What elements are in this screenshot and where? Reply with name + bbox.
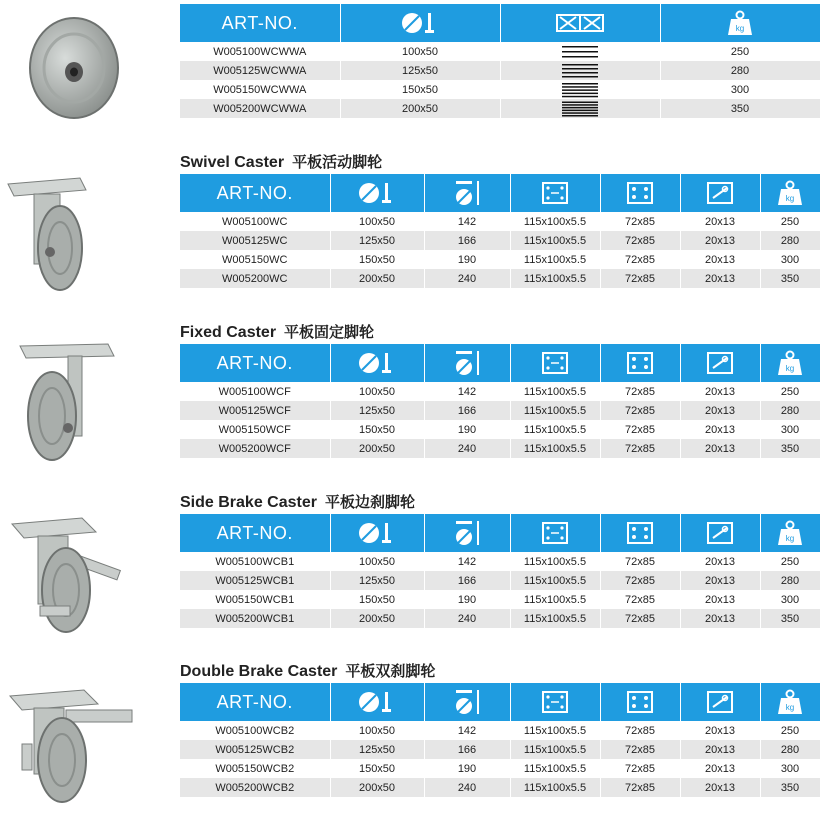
cell-bolt: 20x13 (680, 552, 760, 571)
section-title-en: Fixed Caster (180, 324, 277, 341)
cell-bolt: 20x13 (680, 420, 760, 439)
table-row (180, 382, 820, 401)
table-row (180, 740, 820, 759)
double-brake-caster-photo (4, 680, 134, 808)
weight-capacity-icon (777, 520, 803, 546)
art-no-header: ART-NO. (180, 4, 340, 42)
cell-load: 250 (760, 212, 820, 231)
cell-size: 125x50 (330, 571, 424, 590)
cell-art: W005200WCF (180, 439, 330, 458)
table-row (180, 439, 820, 458)
cell-load: 280 (760, 401, 820, 420)
cell-art: W005150WCF (180, 420, 330, 439)
section-title-en: Swivel Caster (180, 154, 285, 171)
table-body (180, 721, 820, 797)
cell-holes: 72x85 (600, 439, 680, 458)
kg-label: kg (786, 534, 795, 543)
cell-height: 190 (424, 759, 510, 778)
cell-size: 100x50 (330, 212, 424, 231)
cell-holes: 72x85 (600, 740, 680, 759)
cell-bolt: 20x13 (680, 250, 760, 269)
cell-bolt: 20x13 (680, 571, 760, 590)
cell-bolt: 20x13 (680, 759, 760, 778)
section-swivel-caster (180, 150, 820, 288)
bearing-bars-icon (560, 44, 600, 60)
bearing-bars-icon (560, 101, 600, 117)
cell-load: 350 (760, 609, 820, 628)
cell-size: 200x50 (330, 778, 424, 797)
section-wheel (180, 4, 820, 118)
table-row: W005125WCWWA 125x50 280 (180, 61, 820, 80)
bearing-icon (556, 13, 604, 33)
weight-capacity-icon (777, 350, 803, 376)
cell-load: 250 (760, 382, 820, 401)
table-header (180, 4, 820, 42)
cell-load: 280 (760, 571, 820, 590)
wheel-size-icon (357, 520, 397, 546)
cell-plate: 115x100x5.5 (510, 269, 600, 288)
table-row (180, 590, 820, 609)
cell-art: W005150WCB2 (180, 759, 330, 778)
table-body (180, 212, 820, 288)
table-row: W005100WCWWA 100x50 250 (180, 42, 820, 61)
cell-plate: 115x100x5.5 (510, 571, 600, 590)
cell-load: 300 (760, 250, 820, 269)
bolt-hole-size-icon (705, 689, 735, 715)
table-row: W005200WCWWA 200x50 350 (180, 99, 820, 118)
cell-bolt: 20x13 (680, 609, 760, 628)
cell-holes: 72x85 (600, 721, 680, 740)
cell-plate: 115x100x5.5 (510, 759, 600, 778)
table-row (180, 778, 820, 797)
cell-holes: 72x85 (600, 759, 680, 778)
wheel-size-icon (357, 350, 397, 376)
table-header (180, 344, 820, 382)
table-header (180, 683, 820, 721)
bolt-hole-spacing-icon (625, 689, 655, 715)
table-row (180, 231, 820, 250)
bearing-bars-icon (560, 82, 600, 98)
section-title-cn: 平板活动脚轮 (292, 153, 383, 171)
wheel-size-icon (400, 10, 440, 36)
table-row (180, 420, 820, 439)
section-title (180, 320, 820, 344)
section-title-en: Double Brake Caster (180, 663, 338, 680)
cell-plate: 115x100x5.5 (510, 778, 600, 797)
top-plate-icon (540, 520, 570, 546)
cell-height: 166 (424, 401, 510, 420)
cell-load: 250 (760, 721, 820, 740)
section-side-brake-caster (180, 490, 820, 628)
cell-bolt: 20x13 (680, 590, 760, 609)
cell-plate: 115x100x5.5 (510, 382, 600, 401)
spec-table (180, 683, 821, 797)
cell-load: 300 (760, 759, 820, 778)
section-title-cn: 平板双刹脚轮 (345, 662, 436, 680)
kg-label: kg (786, 703, 795, 712)
cell-art: W005100WCB1 (180, 552, 330, 571)
cell-height: 166 (424, 571, 510, 590)
cell-plate: 115x100x5.5 (510, 212, 600, 231)
cell-plate: 115x100x5.5 (510, 231, 600, 250)
cell-height: 190 (424, 590, 510, 609)
cell-size: 100x50 (330, 721, 424, 740)
cell-height: 190 (424, 420, 510, 439)
bearing-bars-icon (560, 63, 600, 79)
overall-height-icon (452, 179, 482, 207)
cell-art: W005200WC (180, 269, 330, 288)
cell-bolt: 20x13 (680, 269, 760, 288)
cell-bolt: 20x13 (680, 212, 760, 231)
spec-table (180, 344, 821, 458)
cell-load: 350 (760, 439, 820, 458)
table-body (180, 42, 820, 118)
cell-load: 350 (760, 778, 820, 797)
table-body (180, 382, 820, 458)
cell-height: 240 (424, 269, 510, 288)
section-fixed-caster (180, 320, 820, 458)
bolt-hole-size-icon (705, 520, 735, 546)
cell-art: W005100WCB2 (180, 721, 330, 740)
cell-height: 240 (424, 609, 510, 628)
fixed-caster-photo (4, 338, 134, 466)
cell-holes: 72x85 (600, 269, 680, 288)
cell-holes: 72x85 (600, 420, 680, 439)
art-no-header: ART-NO. (180, 174, 330, 212)
spec-table (180, 514, 821, 628)
table-row (180, 721, 820, 740)
cell-holes: 72x85 (600, 590, 680, 609)
cell-size: 125x50 (330, 231, 424, 250)
cell-size: 100x50 (330, 382, 424, 401)
cell-holes: 72x85 (600, 212, 680, 231)
cell-load: 280 (760, 740, 820, 759)
cell-height: 166 (424, 740, 510, 759)
cell-load: 280 (760, 231, 820, 250)
cell-bolt: 20x13 (680, 721, 760, 740)
cell-holes: 72x85 (600, 231, 680, 250)
side-brake-caster-photo (4, 510, 134, 638)
table-row (180, 609, 820, 628)
cell-bolt: 20x13 (680, 439, 760, 458)
top-plate-icon (540, 350, 570, 376)
cell-holes: 72x85 (600, 401, 680, 420)
kg-label: kg (786, 194, 795, 203)
cell-size: 150x50 (330, 759, 424, 778)
weight-capacity-icon (777, 180, 803, 206)
cell-holes: 72x85 (600, 571, 680, 590)
cell-plate: 115x100x5.5 (510, 420, 600, 439)
table-row (180, 552, 820, 571)
art-no-header: ART-NO. (180, 514, 330, 552)
table-row (180, 401, 820, 420)
cell-bolt: 20x13 (680, 382, 760, 401)
wheel-size-icon (357, 180, 397, 206)
cell-plate: 115x100x5.5 (510, 552, 600, 571)
cell-load: 250 (760, 552, 820, 571)
cell-size: 125x50 (330, 401, 424, 420)
cell-holes: 72x85 (600, 552, 680, 571)
cell-load: 300 (760, 420, 820, 439)
cell-load: 300 (760, 590, 820, 609)
art-no-header: ART-NO. (180, 344, 330, 382)
cell-height: 190 (424, 250, 510, 269)
kg-label: kg (736, 24, 745, 33)
cell-holes: 72x85 (600, 250, 680, 269)
cell-size: 150x50 (330, 420, 424, 439)
cell-size: 100x50 (330, 552, 424, 571)
cell-holes: 72x85 (600, 382, 680, 401)
overall-height-icon (452, 519, 482, 547)
cell-art: W005100WCF (180, 382, 330, 401)
cell-height: 240 (424, 778, 510, 797)
cell-plate: 115x100x5.5 (510, 401, 600, 420)
cell-size: 150x50 (330, 590, 424, 609)
cell-art: W005125WCF (180, 401, 330, 420)
cell-load: 350 (760, 269, 820, 288)
overall-height-icon (452, 688, 482, 716)
table-header (180, 514, 820, 552)
spec-table (180, 4, 821, 118)
cell-height: 142 (424, 721, 510, 740)
cell-art: W005125WCB1 (180, 571, 330, 590)
cell-height: 240 (424, 439, 510, 458)
kg-label: kg (786, 364, 795, 373)
bolt-hole-spacing-icon (625, 520, 655, 546)
table-body (180, 552, 820, 628)
cell-holes: 72x85 (600, 609, 680, 628)
cell-art: W005100WC (180, 212, 330, 231)
table-row (180, 759, 820, 778)
cell-art: W005150WCB1 (180, 590, 330, 609)
cell-height: 166 (424, 231, 510, 250)
section-title (180, 659, 820, 683)
cell-bolt: 20x13 (680, 778, 760, 797)
cell-bolt: 20x13 (680, 401, 760, 420)
top-plate-icon (540, 180, 570, 206)
cell-size: 150x50 (330, 250, 424, 269)
table-row (180, 250, 820, 269)
section-title-cn: 平板边刹脚轮 (324, 493, 415, 511)
cell-art: W005200WCB2 (180, 778, 330, 797)
bolt-hole-spacing-icon (625, 350, 655, 376)
section-title (180, 490, 820, 514)
cell-height: 142 (424, 552, 510, 571)
cell-height: 142 (424, 212, 510, 231)
wheel-photo (4, 2, 134, 130)
section-double-brake-caster (180, 659, 820, 797)
table-row: W005150WCWWA 150x50 300 (180, 80, 820, 99)
cell-art: W005150WC (180, 250, 330, 269)
bolt-hole-spacing-icon (625, 180, 655, 206)
cell-plate: 115x100x5.5 (510, 439, 600, 458)
bolt-hole-size-icon (705, 350, 735, 376)
wheel-size-icon (357, 689, 397, 715)
cell-size: 200x50 (330, 269, 424, 288)
cell-plate: 115x100x5.5 (510, 590, 600, 609)
section-title (180, 150, 820, 174)
cell-size: 125x50 (330, 740, 424, 759)
table-header (180, 174, 820, 212)
table-row (180, 269, 820, 288)
cell-holes: 72x85 (600, 778, 680, 797)
cell-art: W005125WC (180, 231, 330, 250)
cell-art: W005200WCB1 (180, 609, 330, 628)
swivel-caster-photo (4, 168, 134, 296)
cell-bolt: 20x13 (680, 231, 760, 250)
overall-height-icon (452, 349, 482, 377)
art-no-header: ART-NO. (180, 683, 330, 721)
cell-art: W005125WCB2 (180, 740, 330, 759)
section-title-cn: 平板固定脚轮 (284, 323, 375, 341)
table-row (180, 571, 820, 590)
cell-size: 200x50 (330, 609, 424, 628)
weight-capacity-icon (727, 10, 753, 36)
bolt-hole-size-icon (705, 180, 735, 206)
cell-bolt: 20x13 (680, 740, 760, 759)
cell-plate: 115x100x5.5 (510, 609, 600, 628)
spec-table (180, 174, 821, 288)
weight-capacity-icon (777, 689, 803, 715)
top-plate-icon (540, 689, 570, 715)
table-row (180, 212, 820, 231)
cell-plate: 115x100x5.5 (510, 721, 600, 740)
cell-plate: 115x100x5.5 (510, 250, 600, 269)
section-title-en: Side Brake Caster (180, 494, 317, 511)
cell-size: 200x50 (330, 439, 424, 458)
cell-plate: 115x100x5.5 (510, 740, 600, 759)
cell-height: 142 (424, 382, 510, 401)
